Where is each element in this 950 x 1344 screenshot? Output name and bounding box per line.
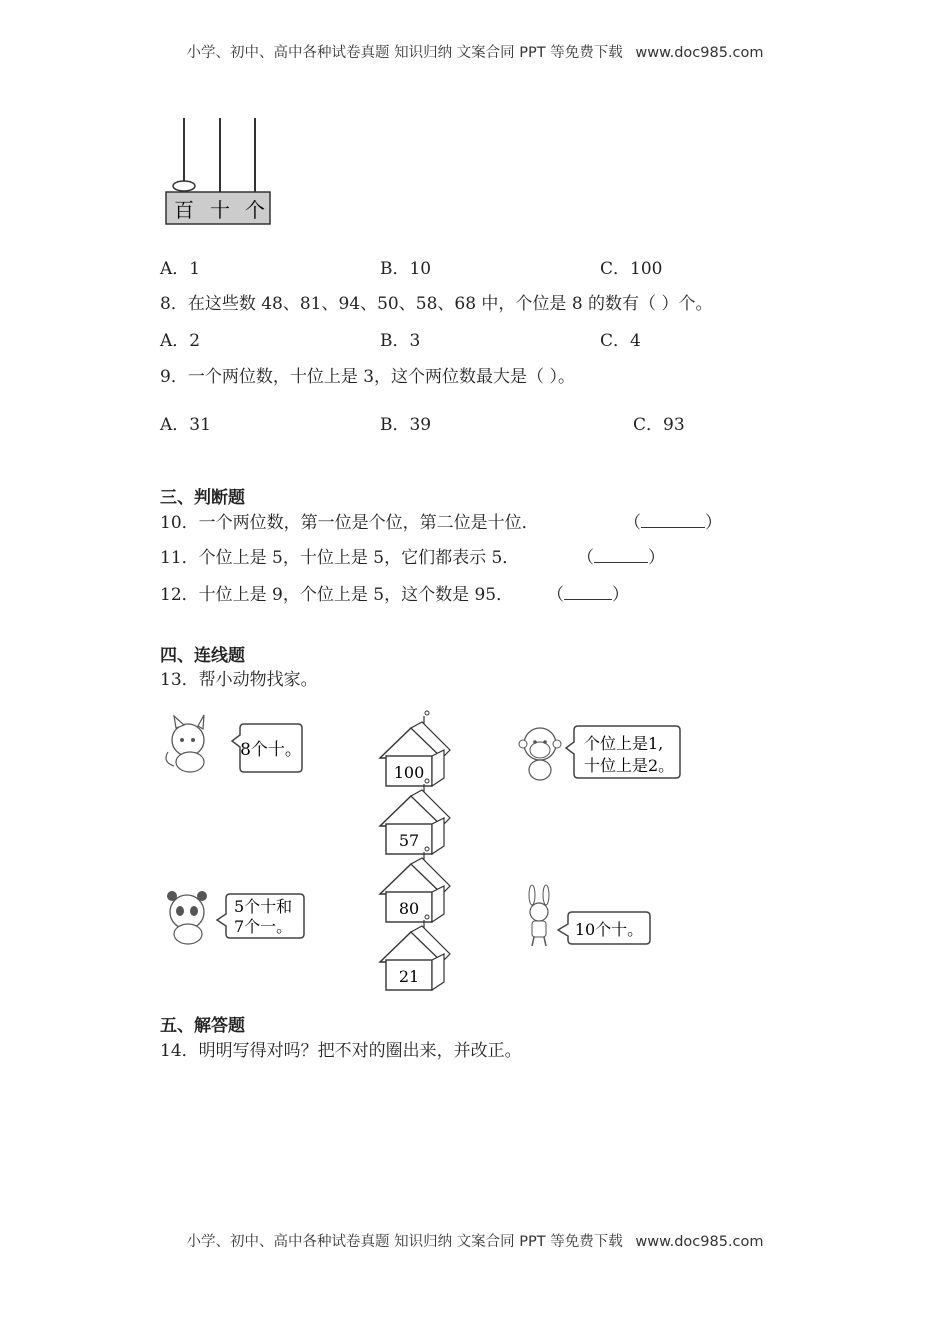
abacus-label-ones: 个 (245, 198, 265, 222)
q14-stem: 14．明明写得对吗？把不对的圈出来，并改正。 (160, 1041, 522, 1061)
section3-title: 三、判断题 (160, 488, 245, 508)
q8-option-b: B．3 (380, 331, 421, 351)
house-80 (380, 847, 450, 922)
paren-open: （ (547, 585, 564, 605)
house-100 (380, 711, 450, 786)
q7-option-b: B．10 (380, 259, 432, 279)
panda-speech-bubble (217, 894, 304, 938)
rabbit-figure (529, 885, 549, 946)
q7-option-a: A．1 (160, 259, 201, 279)
cat-bubble-text: 8个十。 (240, 740, 302, 760)
q10-text: 10．一个两位数，第一位是个位，第二位是十位． (160, 513, 539, 533)
abacus-label-hundreds: 百 (174, 198, 194, 222)
page-footer (0, 1230, 950, 1251)
abacus-figure (160, 114, 276, 230)
monkey-speech-bubble (566, 726, 680, 778)
rabbit-bubble-text: 10个十。 (574, 920, 644, 939)
section4-title: 四、连线题 (160, 646, 245, 666)
monkey-bubble-line2: 十位上是2。 (584, 756, 675, 775)
q9-stem: 9．一个两位数，十位上是 3，这个两位数最大是（ ）。 (160, 367, 575, 387)
house-number: 100 (393, 763, 425, 782)
header-site: www.doc985.com (635, 45, 764, 61)
panda-bubble-line1: 5个十和 (234, 897, 293, 916)
house-21 (380, 915, 450, 990)
panda-bubble-line2: 7个一。 (234, 917, 293, 936)
section5-title: 五、解答题 (160, 1016, 245, 1036)
house-57 (380, 779, 450, 854)
house-number: 57 (398, 831, 420, 850)
house-number: 80 (398, 899, 420, 918)
q9-option-b: B．39 (380, 415, 432, 435)
matching-figure (160, 700, 700, 986)
q12-text: 12．十位上是 9，个位上是 5，这个数是 95． (160, 585, 514, 605)
cat-figure (166, 715, 204, 772)
paren-open: （ (577, 548, 594, 568)
q10-answer-blank[interactable] (624, 508, 722, 533)
q12-answer-blank[interactable] (547, 580, 629, 605)
q11-text: 11．个位上是 5，十位上是 5，它们都表示 5． (160, 548, 520, 568)
q8-option-c: C．4 (600, 331, 641, 351)
panda-figure (167, 891, 207, 944)
q11-answer-blank[interactable] (577, 543, 665, 568)
q9-option-c: C．93 (633, 415, 685, 435)
paren-close: ） (705, 513, 722, 533)
abacus-bead (173, 181, 195, 191)
house-number: 21 (398, 967, 420, 986)
q9-option-a: A．31 (160, 415, 211, 435)
q8-option-a: A．2 (160, 331, 201, 351)
q7-option-c: C．100 (600, 259, 663, 279)
monkey-figure (519, 728, 561, 780)
abacus-label-tens: 十 (210, 198, 230, 222)
page-header (0, 41, 950, 62)
footer-text: 小学、初中、高中各种试卷真题 知识归纳 文案合同 PPT 等免费下载 (186, 1234, 623, 1250)
header-text: 小学、初中、高中各种试卷真题 知识归纳 文案合同 PPT 等免费下载 (186, 45, 623, 61)
cat-speech-bubble (232, 724, 302, 772)
paren-close: ） (612, 585, 629, 605)
q8-stem: 8．在这些数 48、81、94、50、58、68 中，个位是 8 的数有（ ）个。 (160, 294, 713, 314)
paren-close: ） (648, 548, 665, 568)
rabbit-speech-bubble (558, 912, 650, 944)
footer-site: www.doc985.com (635, 1234, 764, 1250)
monkey-bubble-line1: 个位上是1, (584, 734, 664, 753)
q13-stem: 13．帮小动物找家。 (160, 670, 318, 690)
paren-open: （ (624, 513, 641, 533)
